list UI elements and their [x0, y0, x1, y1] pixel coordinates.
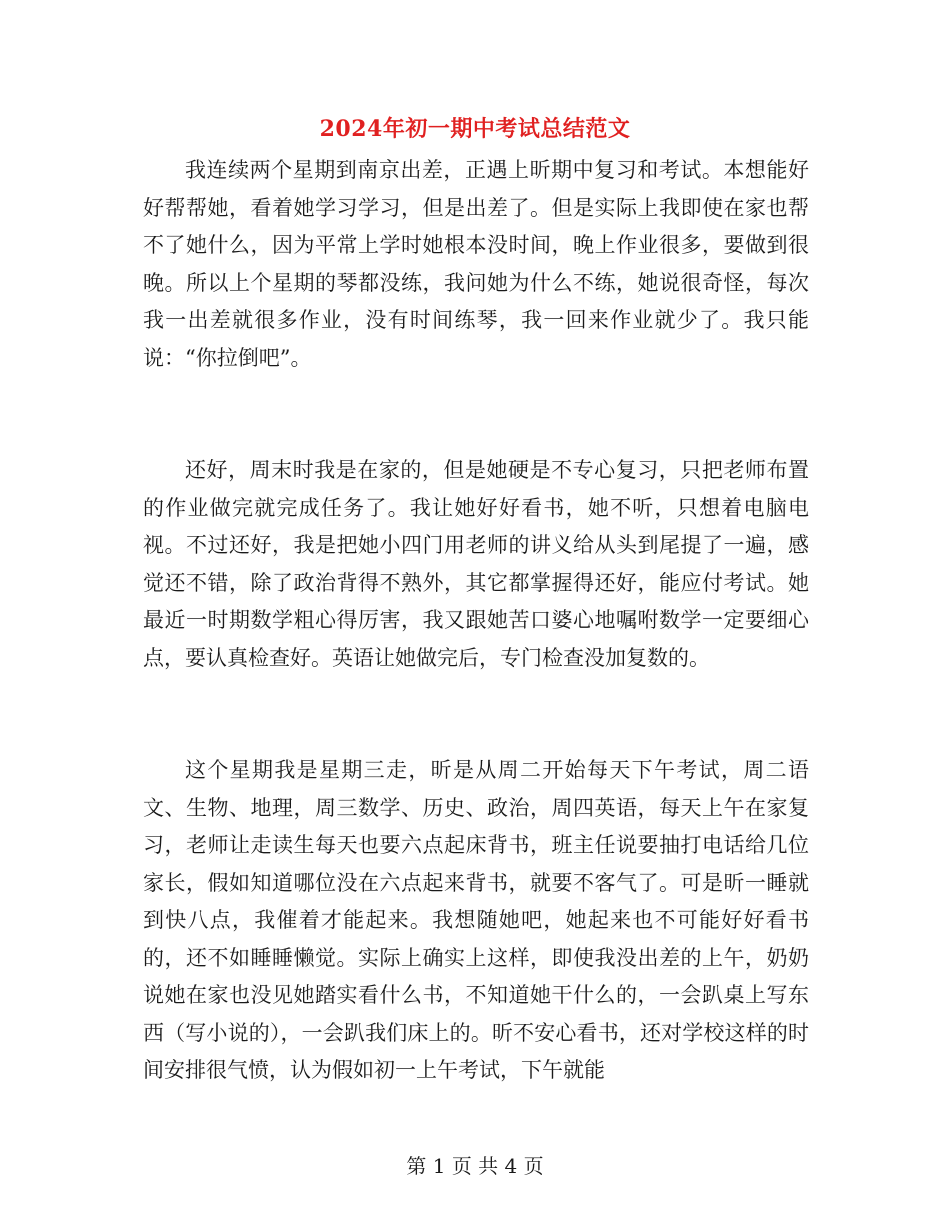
paragraph-2: 还好，周末时我是在家的，但是她硬是不专心复习，只把老师布置的作业做完就完成任务了。我让她好好看书，她不听，只想着电脑电视。不过还好，我是把她小四门用老师的讲义给从头到尾提了一遍，感觉还不错，除了政治背得不熟外，其它都掌握得还好，能应付考试。她最近一时期数学粗心得厉害，我又跟她苦口婆心地嘱咐数学一定要细心点，要认真检查好。英语让她做完后，专门检查没加复数的。 — [143, 458, 809, 670]
paragraph-3: 这个星期我是星期三走，昕是从周二开始每天下午考试，周二语文、生物、地理，周三数学、历史、政治，周四英语，每天上午在家复习，老师让走读生每天也要六点起床背书，班主任说要抽打电话给几位家长，假如知道哪位没在六点起来背书，就要不客气了。可是昕一睡就到快八点，我催着才能起来。我想随她吧，她起来也不可能好好看书的，还不如睡睡懒觉。实际上确实上这样，即使我没出差的上午，奶奶说她在家也没见她踏实看什么书，不知道她干什么的，一会趴桌上写东西（写小说的），一会趴我们床上的。昕不安心看书，还对学校这样的时间安排很气愤，认为假如初一上午考试，下午就能 — [143, 758, 809, 1082]
paragraph-1: 我连续两个星期到南京出差，正遇上昕期中复习和考试。本想能好好帮帮她，看着她学习学习，但是出差了。但是实际上我即使在家也帮不了她什么，因为平常上学时她根本没时间，晚上作业很多，要做到很晚。所以上个星期的琴都没练，我问她为什么不练，她说很奇怪，每次我一出差就很多作业，没有时间练琴，我一回来作业就少了。我只能说：“你拉倒吧”。 — [143, 158, 809, 370]
page-number-footer: 第 1 页 共 4 页 — [406, 1154, 544, 1178]
document-title: 2024年初一期中考试总结范文 — [319, 116, 631, 142]
